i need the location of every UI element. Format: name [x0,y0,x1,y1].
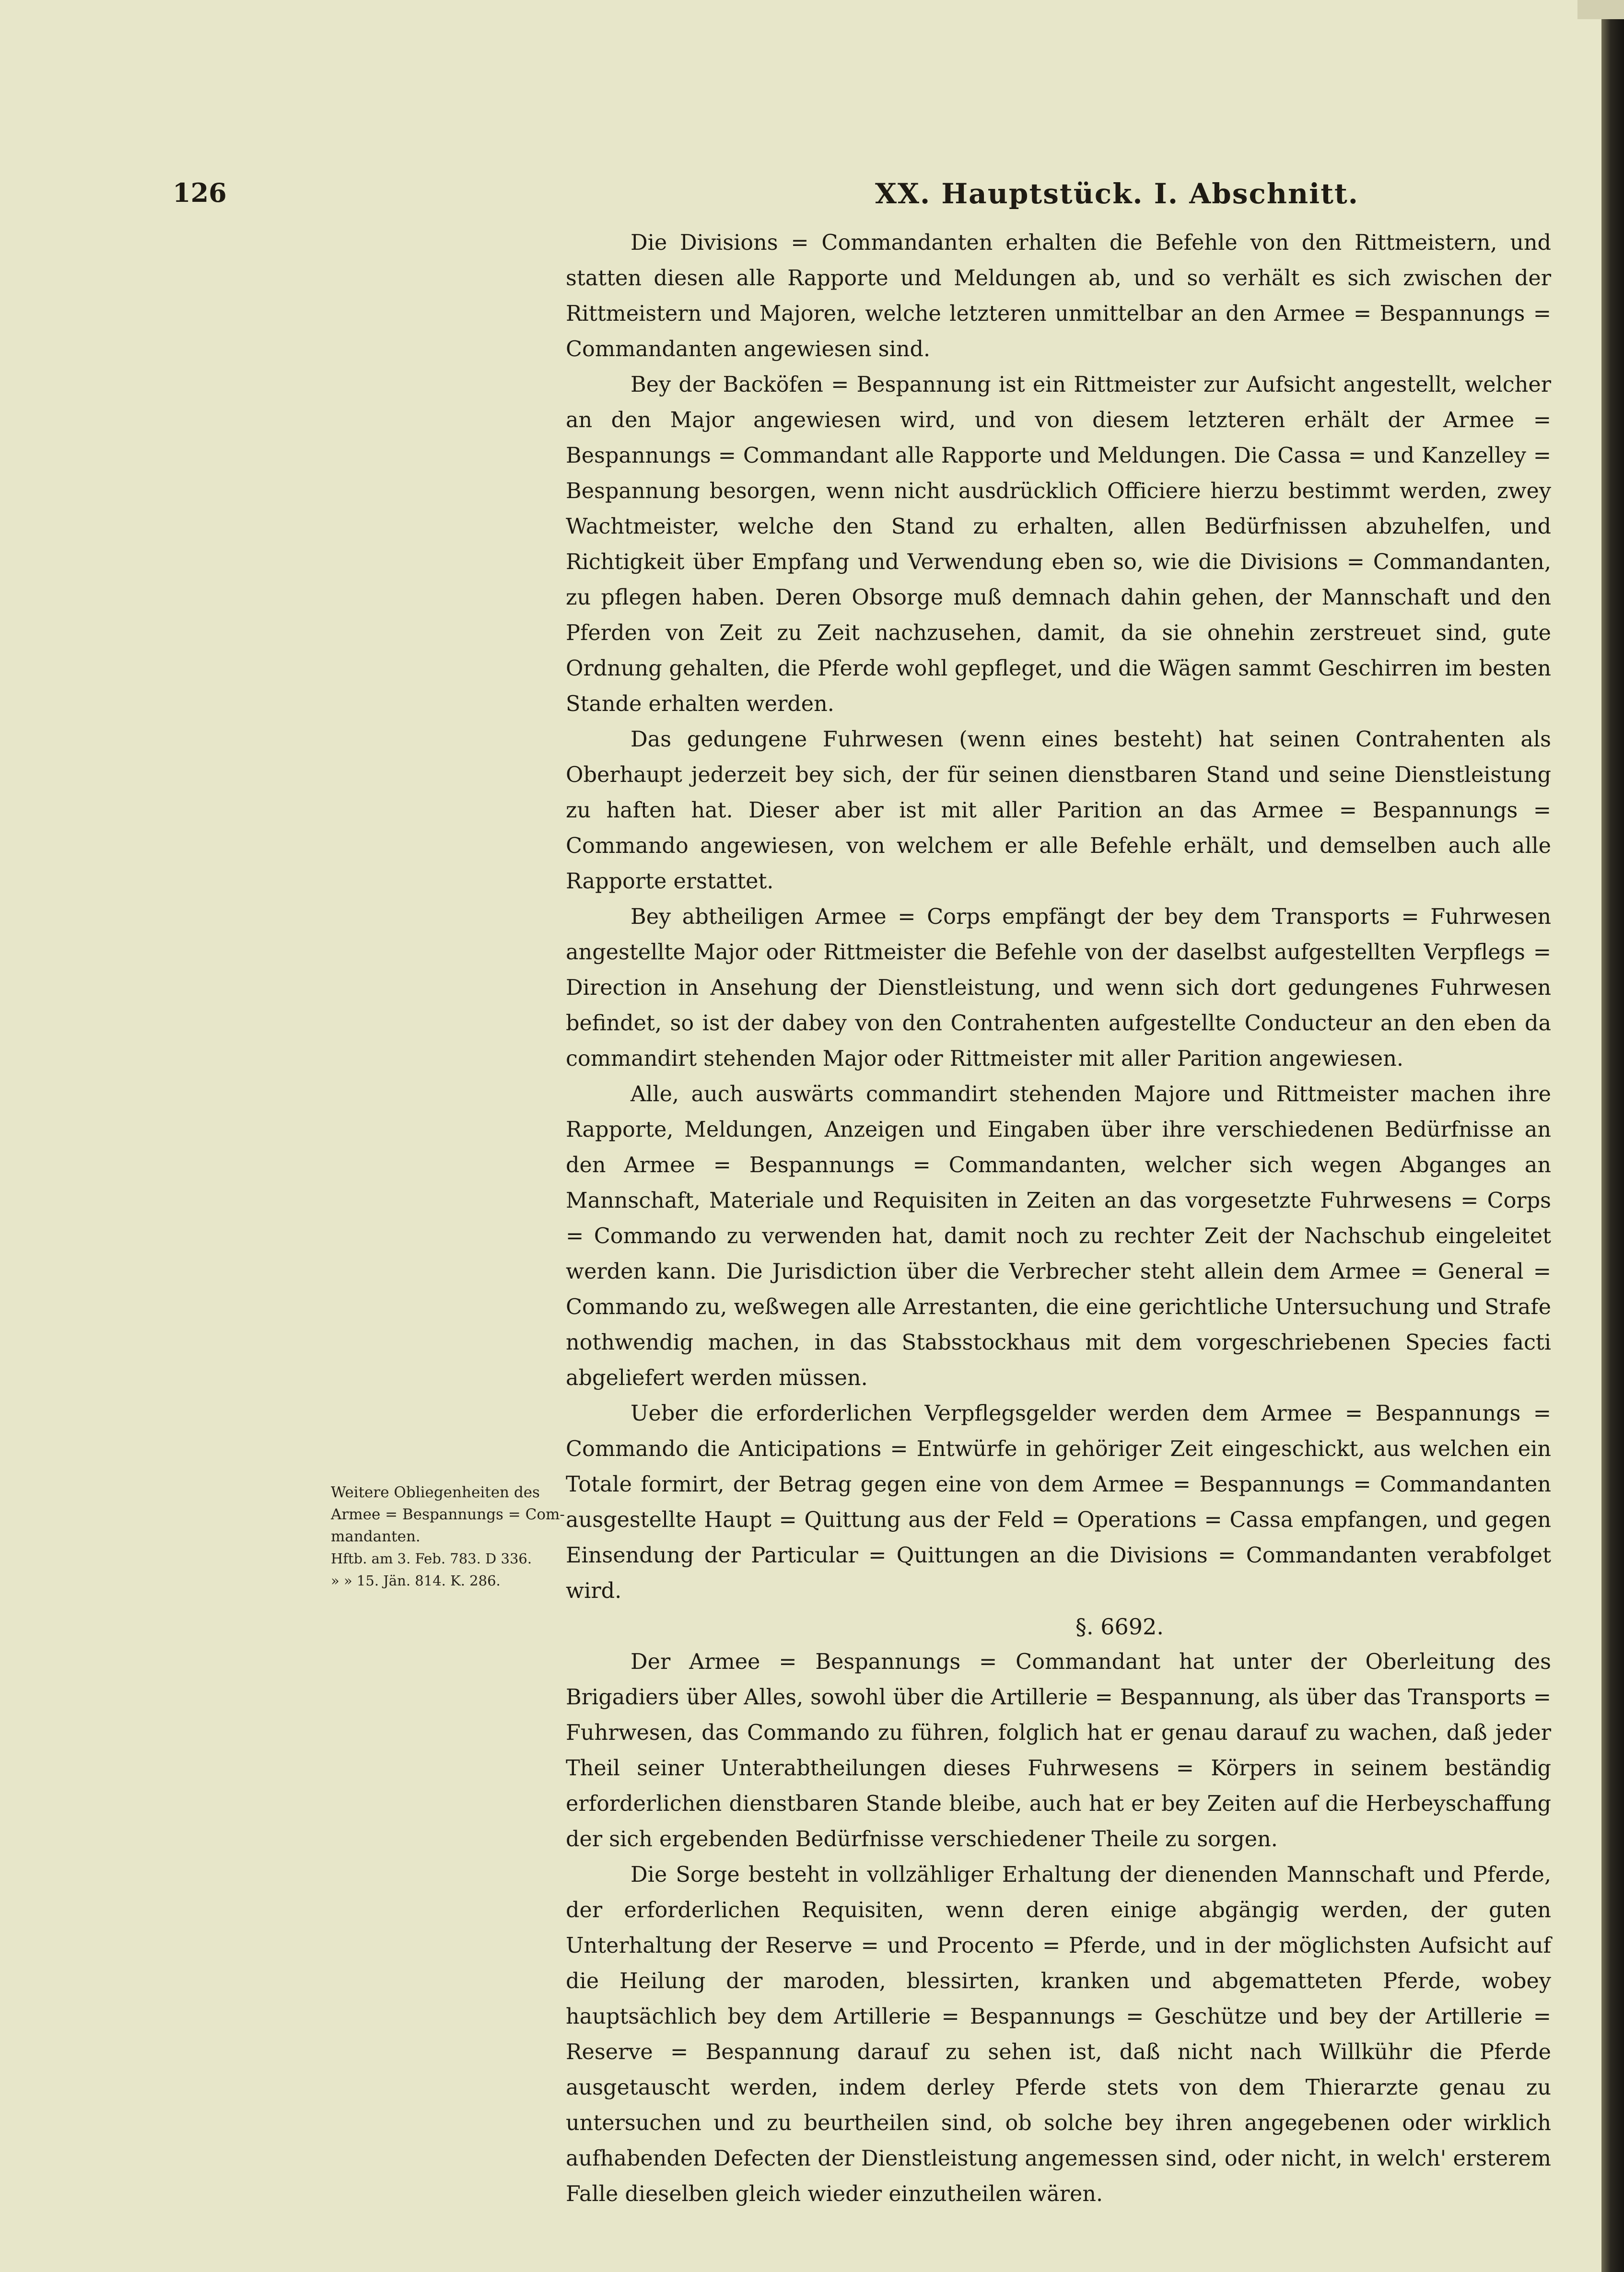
margin-note-line: Armee = Bespannungs = Com- [331,1506,565,1523]
margin-citation: Hftb. am 3. Feb. 783. D 336. [331,1550,532,1567]
running-title: XX. Hauptstück. I. Abschnitt. [875,177,1359,210]
paragraph: Das gedungene Fuhrwesen (wenn eines besteht) hat seinen Contrahenten als Oberhaupt jederzeit bey sich, der für seinen dienstbaren Stand und seine Dienstleistung zu haften hat. Dieser aber ist mit aller Parition an das Armee = Bespannungs = Commando angewiesen, von welchem er alle Befehle erhält, und demselben auch alle Rapporte erstattet. [566,727,1551,894]
section-mark: §. 6692. [1075,1614,1164,1640]
body-text [566,225,1551,2212]
paragraph: Alle, auch auswärts commandirt stehenden Majore und Rittmeister machen ihre Rapporte, Meldungen, Anzeigen und Eingaben über ihre verschiedenen Bedürfnisse an den Armee = Bespannungs = Commandanten, welcher sich wegen Abganges an Mannschaft, Materiale und Requisiten in Zeiten an das vorgesetzte Fuhrwesens = Corps = Commando zu verwenden hat, damit noch zu rechter Zeit der Nachschub eingeleitet werden kann. Die Jurisdiction über die Verbrecher steht allein dem Armee = General = Commando zu, weßwegen alle Arrestanten, die eine gerichtliche Untersuchung und Strafe nothwendig machen, in das Stabsstockhaus mit dem vorgeschriebenen Species facti abgeliefert werden müssen. [566,1082,1551,1390]
margin-note-line: mandanten. [331,1528,421,1545]
page-number: 126 [173,177,227,208]
margin-citation: » » 15. Jän. 814. K. 286. [331,1573,501,1589]
page-corner [1577,0,1624,19]
paragraph: Die Sorge besteht in vollzähliger Erhaltung der dienenden Mannschaft und Pferde, der erforderlichen Requisiten, wenn deren einige abgängig werden, der guten Unterhaltung der Reserve = und Procento = Pferde, und in der möglichsten Aufsicht auf die Heilung der maroden, blessirten, kranken und abgematteten Pferde, wobey hauptsächlich bey dem Artillerie = Bespannungs = Geschütze und bey der Artillerie = Reserve = Bespannung darauf zu sehen ist, daß nicht nach Willkühr die Pferde ausgetauscht werden, indem derley Pferde stets von dem Thierarzte genau zu untersuchen und zu beurtheilen sind, ob solche bey ihren angegebenen oder wirklich aufhabenden Defecten der Dienstleistung angemessen sind, oder nicht, in welch' ersterem Falle dieselben gleich wieder einzutheilen wären. [566,1863,1551,2206]
paragraph: Die Divisions = Commandanten erhalten die Befehle von den Rittmeistern, und statten diesen alle Rapporte und Meldungen ab, und so verhält es sich zwischen der Rittmeistern und Majoren, welche letzteren unmittelbar an den Armee = Bespannungs = Commandanten angewiesen sind. [566,231,1551,361]
paragraph: Bey der Backöfen = Bespannung ist ein Rittmeister zur Aufsicht angestellt, welcher an den Major angewiesen wird, und von diesem letzteren erhält der Armee = Bespannungs = Commandant alle Rapporte und Meldungen. Die Cassa = und Kanzelley = Bespannung besorgen, wenn nicht ausdrücklich Officiere hierzu bestimmt werden, zwey Wachtmeister, welche den Stand zu erhalten, allen Bedürfnissen abzuhelfen, und Richtigkeit über Empfang und Verwendung eben so, wie die Divisions = Commandanten, zu pflegen haben. Deren Obsorge muß demnach dahin gehen, der Mannschaft und den Pferden von Zeit zu Zeit nachzusehen, damit, da sie ohnehin zerstreuet sind, gute Ordnung gehalten, die Pferde wohl gepfleget, und die Wägen sammt Geschirren im besten Stande erhalten werden. [566,373,1551,716]
paragraph: Ueber die erforderlichen Verpflegsgelder werden dem Armee = Bespannungs = Commando die Anticipations = Entwürfe in gehöriger Zeit eingeschickt, aus welchen ein Totale formirt, der Betrag gegen eine von dem Armee = Bespannungs = Commandanten ausgestellte Haupt = Quittung aus der Feld = Operations = Cassa empfangen, und gegen Einsendung der Particular = Quittungen an die Divisions = Commandanten verabfolget wird. [566,1401,1551,1603]
margin-note-line: Weitere Obliegenheiten des [331,1484,540,1501]
paragraph: Bey abtheiligen Armee = Corps empfängt der bey dem Transports = Fuhrwesen angestellte Major oder Rittmeister die Befehle von der daselbst aufgestellten Verpflegs = Direction in Ansehung der Dienstleistung, und wenn sich dort gedungenes Fuhrwesen befindet, so ist der dabey von den Contrahenten aufgestellte Conducteur an den eben da commandirt stehenden Major oder Rittmeister mit aller Parition angewiesen. [566,905,1551,1071]
book-spine [1601,0,1624,2272]
paragraph: Der Armee = Bespannungs = Commandant hat unter der Oberleitung des Brigadiers über Alles, sowohl über die Artillerie = Bespannung, als über das Transports = Fuhrwesen, das Commando zu führen, folglich hat er genau darauf zu wachen, daß jeder Theil seiner Unterabtheilungen dieses Fuhrwesens = Körpers in seinem beständig erforderlichen dienstbaren Stande bleibe, auch hat er bey Zeiten auf die Herbeyschaffung der sich ergebenden Bedürfnisse verschiedener Theile zu sorgen. [566,1650,1551,1852]
margin-note [331,1481,575,1592]
